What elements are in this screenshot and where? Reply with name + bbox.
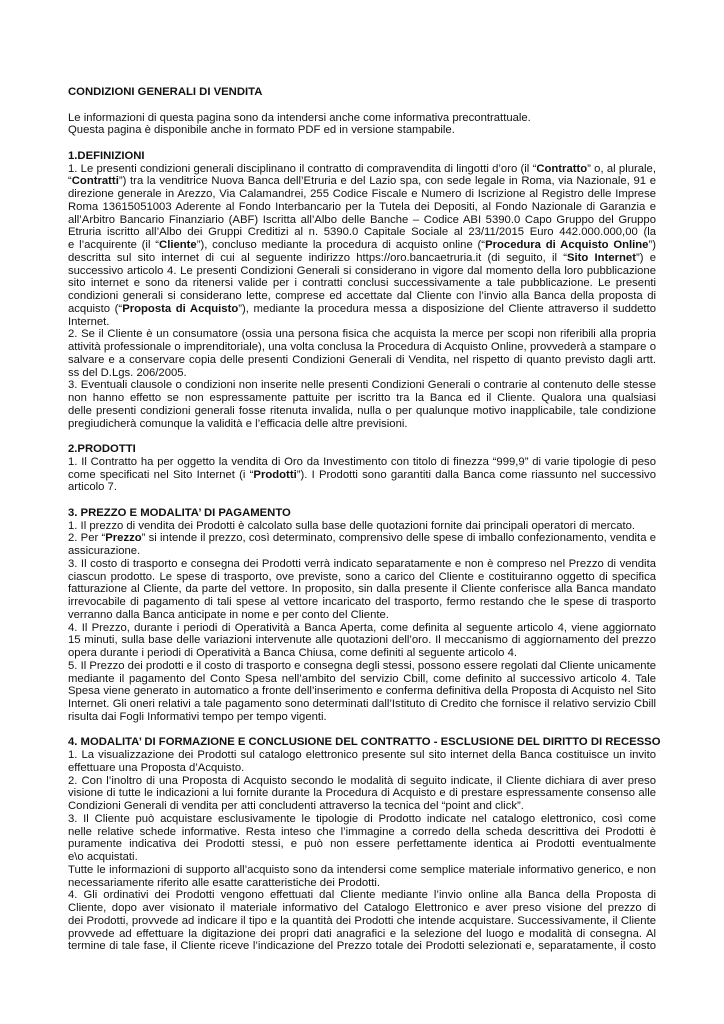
text-line: 4. Il Prezzo, durante i periodi di Operatività a Banca Aperta, come definita al seguente articolo 4, viene aggiornato bbox=[68, 621, 656, 634]
document-title: CONDIZIONI GENERALI DI VENDITA bbox=[68, 86, 263, 98]
defined-term: Prezzo bbox=[105, 532, 142, 545]
paragraph-modalita-4 bbox=[68, 889, 656, 953]
paragraph-modalita-3 bbox=[68, 813, 656, 864]
text-line: opera durante i periodi di Operatività a Banca Chiusa, come definiti al seguente articolo 4. bbox=[68, 647, 518, 659]
text-segment: “ bbox=[68, 175, 72, 188]
text-line bbox=[68, 239, 656, 252]
section-heading: 3. PREZZO E MODALITA’ DI PAGAMENTO bbox=[68, 506, 291, 519]
section-heading: 4. MODALITA’ DI FORMAZIONE E CONCLUSIONE DEL CONTRATTO - ESCLUSIONE DEL DIRITTO DI RECESSO bbox=[68, 736, 661, 749]
defined-term: Procedura di Acquisto Online bbox=[485, 239, 649, 251]
text-segment: ”), concluso mediante la procedura di acquisto online (“ bbox=[196, 239, 486, 251]
text-line: non hanno effetto se non espressamente pattuite per iscritto tra la Banca ed il Cliente. Qualora una qualsiasi bbox=[68, 392, 656, 404]
text-line: 4. Gli ordinativi dei Prodotti vengono effettuati dal Cliente mediante l’invio online alla Banca della Proposta di bbox=[68, 889, 656, 902]
text-line: puramente indicativa dei Prodotti stessi, e può non essere perfettamente identica ai Prodotti eventualmente bbox=[68, 838, 656, 851]
paragraph-prezzo-2 bbox=[68, 532, 656, 558]
text-line: Tutte le informazioni di supporto all’acquisto sono da intendersi come semplice materiale informativo generico, e non bbox=[68, 863, 656, 876]
text-line: pregiudicherà comunque la validità e l’efficacia delle altre previsioni. bbox=[68, 417, 408, 430]
text-line: Condizioni Generali di vendita per atti concludenti attraverso la tecnica del “point and click”. bbox=[68, 800, 524, 812]
text-line: nelle relative schede informative. Resta inteso che l’immagine a corredo della scheda descrittiva dei Prodotti è bbox=[68, 825, 656, 838]
text-segment: ”) bbox=[648, 239, 656, 251]
text-segment: ”), mediante la procedura messa a disposizione del Cliente attraverso il suddetto bbox=[238, 302, 656, 315]
text-line: termine di tale fase, il Cliente riceve l’indicazione del Prezzo totale dei Prodotti selezionati e, separatamente, il costo bbox=[68, 940, 656, 953]
document-page bbox=[68, 86, 661, 953]
blank-line bbox=[68, 430, 656, 443]
text-line bbox=[68, 226, 656, 239]
paragraph-prezzo-1 bbox=[68, 520, 656, 533]
paragraph-modalita-2 bbox=[68, 775, 656, 813]
text-segment: ”) tra la venditrice Nuova Banca dell’Etruria e del Lazio spa, con sede legale in Roma, via Nazionale, 91 e bbox=[118, 175, 656, 188]
text-line: ciascun prodotto. Le spese di trasporto, ove previste, sono a carico del Cliente e costituiranno oggetto di specifica bbox=[68, 570, 656, 583]
text-line: provvede ad effettuare la digitazione dei propri dati anagrafici e la selezione del luogo e modalità di consegna. Al bbox=[68, 927, 656, 940]
text-line: 3. Eventuali clausole o condizioni non inserite nelle presenti Condizioni Generali o contrarie al contenuto delle stesse bbox=[68, 379, 656, 392]
text-segment: Etruria iscritto all’Albo dei Gruppi Creditizi al n. 5390.0 Capitale Sociale al 23/11/2015 Euro 442.000.000,00 (la bbox=[68, 226, 656, 239]
section-heading: 2.PRODOTTI bbox=[68, 443, 136, 455]
text-line: 15 minuti, sulla base delle variazioni intervenute alle quotazioni dell’oro. Il meccanismo di aggiornamento del prezzo bbox=[68, 634, 656, 647]
paragraph-modalita-3-info bbox=[68, 864, 656, 890]
blank-line bbox=[68, 99, 656, 112]
paragraph-intro bbox=[68, 112, 656, 125]
text-line: e\o acquistati. bbox=[68, 851, 138, 863]
text-line: risulta dai Fogli Informativi tempo per tempo vigenti. bbox=[68, 710, 327, 723]
paragraph-modalita-1 bbox=[68, 749, 656, 775]
text-segment: descritta sul sito internet di cui al seguente indirizzo https://oro.bancaetruria.it (di seguito, il “ bbox=[68, 251, 567, 264]
text-line: Spesa viene generato in automatico a fronte dell’inserimento e conferma definitiva della Proposta di Acquisto nel Sito bbox=[68, 685, 656, 698]
paragraph-intro-pdf bbox=[68, 124, 656, 137]
text-segment: ”) e bbox=[635, 251, 656, 264]
text-line: irrevocabile di pagamento di tali spese al vettore incaricato del trasporto, fermo restando che le spese di trasporto bbox=[68, 596, 656, 608]
text-line: condizioni generali si considerano lette, comprese ed accettate dal Cliente con l’invio alla Banca della proposta di bbox=[68, 290, 656, 302]
section-heading: 1.DEFINIZIONI bbox=[68, 149, 145, 162]
paragraph-prezzo-3 bbox=[68, 558, 656, 622]
text-segment: ” o, al plurale, bbox=[587, 162, 656, 175]
text-line: attività professionale o imprenditoriale), una volta conclusa la Procedura di Acquisto Online, provvederà a stampare o bbox=[68, 341, 656, 353]
defined-term: Contratti bbox=[71, 175, 119, 188]
text-line: articolo 7. bbox=[68, 481, 117, 494]
text-segment: 1. Le presenti condizioni generali disciplinano il contratto di compravendita di lingotti d’oro (il “ bbox=[68, 162, 537, 175]
text-line: successivo articolo 4. Le presenti Condizioni Generali si considerano in vigore dal momento della loro pubblicazione bbox=[68, 264, 656, 277]
text-line: Le informazioni di questa pagina sono da intendersi anche come informativa precontrattuale. bbox=[68, 111, 531, 124]
text-line: Cliente, dopo aver visionato il materiale informativo del Catalogo Elettronico e aver preso visione del prezzo di bbox=[68, 902, 656, 914]
paragraph-prezzo-5 bbox=[68, 660, 656, 724]
text-segment: come specificati nel Sito Internet (i “ bbox=[68, 468, 254, 481]
text-line: effettuare una Proposta d’Acquisto. bbox=[68, 761, 245, 774]
blank-line bbox=[68, 724, 656, 737]
text-line: mediante il pagamento del Conto Spesa nell’ambito del servizio Cbill, come definito al successivo articolo 4. Tale bbox=[68, 672, 656, 685]
text-line bbox=[68, 469, 656, 482]
text-line: 2. Con l’inoltro di una Proposta di Acquisto secondo le modalità di seguito indicate, il Cliente dichiara di aver preso bbox=[68, 774, 656, 787]
text-line: dei Prodotti, provvede ad indicare il tipo e la quantità dei Prodotti che intende acquistare. Successivamente, il Cliente bbox=[68, 914, 656, 927]
text-line bbox=[68, 532, 656, 545]
defined-term: Contratto bbox=[536, 162, 588, 175]
blank-line bbox=[68, 494, 656, 507]
defined-term: Cliente bbox=[159, 239, 197, 251]
text-line: sito internet e sono da ritenersi valide per i contratti conclusi successivamente a tale pubblicazione. Le presenti bbox=[68, 277, 656, 290]
text-line: assicurazione. bbox=[68, 545, 141, 557]
paragraph-prodotti-1 bbox=[68, 456, 656, 494]
text-line: salvare e a conservare copia delle presenti Condizioni Generali di Vendita, nel rispetto di quanto previsto dagli artt. bbox=[68, 353, 656, 366]
text-line: Internet. Gli oneri relativi a tale pagamento sono determinati dall’Istituto di Credito che fornisce il relativo servizio Cbill bbox=[68, 698, 656, 710]
text-line: direzione generale in Arezzo, Via Calamandrei, 255 Codice Fiscale e Numero di Iscrizione al Registro delle Imprese bbox=[68, 188, 656, 200]
text-line: 2. Se il Cliente è un consumatore (ossia una persona fisica che acquista la merce per scopi non riferibili alla propria bbox=[68, 328, 656, 341]
text-line: Roma 13615051003 Aderente al Fondo Interbancario per la Tutela dei Depositi, al Fondo Nazionale di Garanzia e bbox=[68, 200, 656, 213]
text-line: 3. Il costo di trasporto e consegna dei Prodotti verrà indicato separatamente e non è compreso nel Prezzo di vendita bbox=[68, 557, 656, 570]
text-segment: ” si intende il prezzo, così determinato, comprensivo delle spese di imballo confezionamento, vendita e bbox=[141, 532, 656, 545]
text-segment: 2. Per “ bbox=[68, 532, 106, 545]
text-line bbox=[68, 163, 656, 176]
defined-term: Proposta di Acquisto bbox=[122, 302, 239, 315]
text-line: visione di tutte le indicazioni a lui fornite durante la Procedura di Acquisto e di prestare espressamente consenso alle bbox=[68, 787, 656, 800]
text-line: Questa pagina è disponibile anche in formato PDF ed in versione stampabile. bbox=[68, 124, 455, 137]
document-body bbox=[68, 99, 661, 953]
text-line: 1. Il Contratto ha per oggetto la vendita di Oro da Investimento con titolo di finezza “999,9” di varie tipologie di peso bbox=[68, 455, 656, 468]
paragraph-definizioni-1 bbox=[68, 163, 656, 329]
text-line: 1. La visualizzazione dei Prodotti sul catalogo elettronico presente sul sito internet della Banca costituisce un invito bbox=[68, 749, 656, 761]
text-segment: acquisto (“ bbox=[68, 302, 123, 315]
text-line: 1. Il prezzo di vendita dei Prodotti è calcolato sulla base delle quotazioni fornite dai principali operatori di mercato. bbox=[68, 519, 636, 532]
text-line bbox=[68, 303, 656, 316]
text-line: all’Arbitro Bancario Finanziario (ABF) Iscritta all’Albo delle Banche – Codice ABI 5390.0 Capo Gruppo del Gruppo bbox=[68, 213, 656, 226]
defined-term: Prodotti bbox=[253, 468, 297, 481]
text-segment: ”). I Prodotti sono garantiti dalla Banca come riassunto nel successivo bbox=[296, 468, 656, 481]
blank-line bbox=[68, 137, 656, 150]
paragraph-definizioni-3 bbox=[68, 379, 656, 430]
text-line bbox=[68, 252, 656, 265]
text-segment: e l’acquirente (il “ bbox=[68, 239, 160, 251]
text-line: necessariamente riferito alle esatte caratteristiche dei Prodotti. bbox=[68, 876, 381, 889]
text-line: 5. Il Prezzo dei prodotti e il costo di trasporto e consegna degli stessi, possono essere regolati dal Cliente unicamente bbox=[68, 659, 656, 672]
paragraph-definizioni-2 bbox=[68, 328, 656, 379]
text-line: ss del D.Lgs. 206/2005. bbox=[68, 366, 187, 379]
text-line: Internet. bbox=[68, 315, 110, 328]
paragraph-prezzo-4 bbox=[68, 622, 656, 660]
text-line: 3. Il Cliente può acquistare esclusivamente le tipologie di Prodotto indicate nel catalogo elettronico, così come bbox=[68, 812, 656, 825]
text-line: delle presenti condizioni generali fosse ritenuta invalida, nulla o per qualunque motivo inapplicabile, tale condizione bbox=[68, 404, 656, 417]
defined-term: Sito Internet bbox=[566, 251, 636, 264]
text-line: fatturazione al Cliente, da parte del vettore. In proposito, sin dalla presente il Cliente conferisce alla Banca mandato bbox=[68, 583, 656, 596]
text-line bbox=[68, 175, 656, 188]
text-line: verranno dalla Banca anticipate in nome e per conto del Cliente. bbox=[68, 608, 389, 621]
